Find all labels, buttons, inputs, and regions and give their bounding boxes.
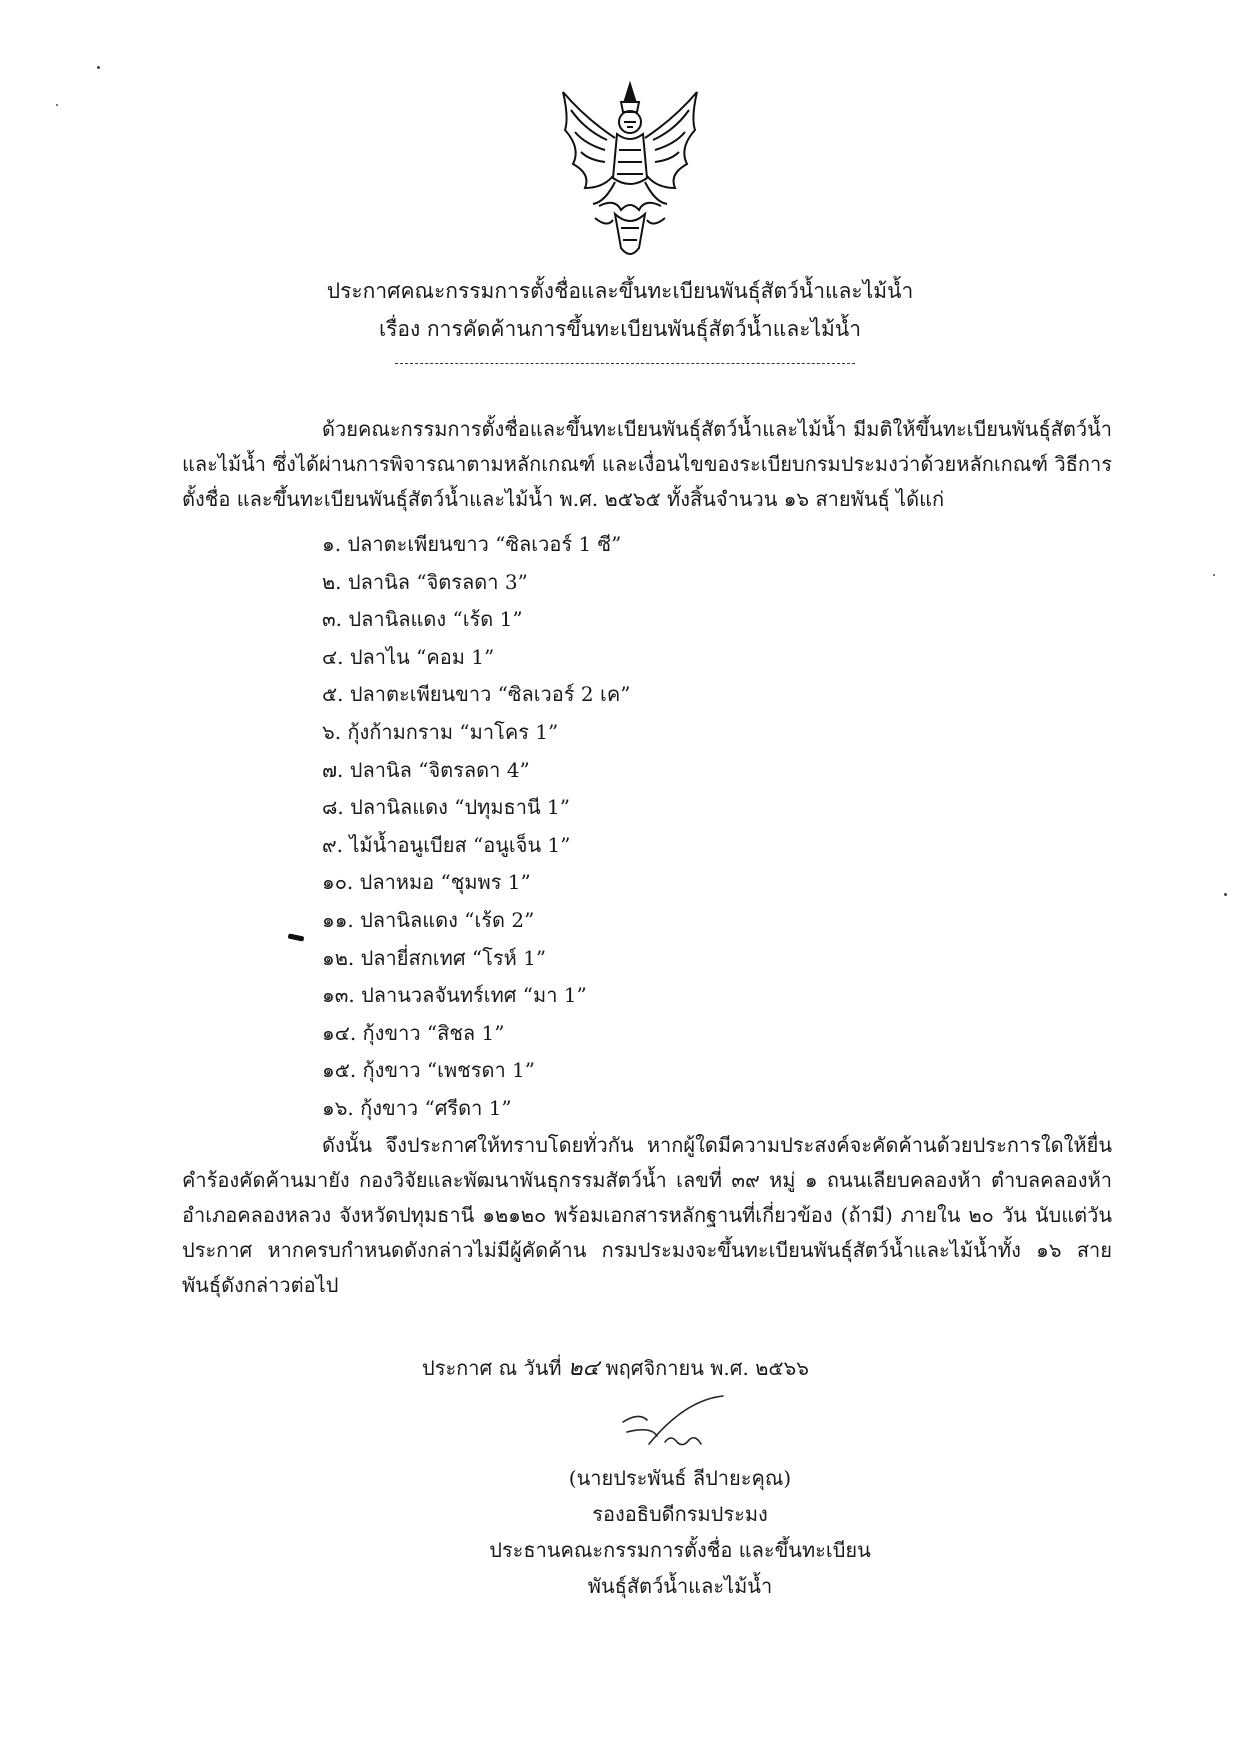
list-item: ๑. ปลาตะเพียนขาว “ซิลเวอร์ 1 ซี” — [322, 532, 622, 556]
scan-speck — [1213, 574, 1215, 576]
scan-speck — [56, 104, 58, 106]
list-item: ๑๕. กุ้งขาว “เพชรดา 1” — [322, 1058, 535, 1083]
list-item: ๔. ปลาไน “คอม 1” — [322, 644, 495, 669]
date-suffix: พฤศจิกายน พ.ศ. ๒๕๖๖ — [605, 1356, 809, 1380]
garuda-emblem-icon — [555, 78, 705, 268]
list-item: ๑๓. ปลานวลจันทร์เทศ “มา 1” — [322, 983, 587, 1008]
handwritten-day: ๒๔ — [567, 1356, 600, 1381]
list-item: ๖. กุ้งก้ามกราม “มาโคร 1” — [322, 719, 559, 744]
list-item: ๑๐. ปลาหมอ “ชุมพร 1” — [322, 870, 531, 895]
list-item: ๗. ปลานิล “จิตรลดา 4” — [322, 757, 530, 782]
announcement-title: ประกาศคณะกรรมการตั้งชื่อและขึ้นทะเบียนพันธุ์สัตว์น้ำและไม้น้ำ — [326, 279, 914, 303]
list-item: ๘. ปลานิลแดง “ปทุมธานี 1” — [322, 795, 570, 820]
scan-speck — [97, 66, 100, 69]
scan-speck — [1224, 893, 1227, 896]
conclusion-paragraph: ดังนั้น จึงประกาศให้ทราบโดยทั่วกัน หากผู้ใดมีความประสงค์จะคัดค้านด้วยประการใดให้ยื่นคำร้องคัดค้านมายัง กองวิจัยและพัฒนาพันธุกรรมสัตว์น้ำ เลขที่ ๓๙ หมู่ ๑ ถนนเลียบคลองห้า ตำบลคลองห้า อำเภอคลองหลวง จังหวัดปทุมธานี ๑๒๑๒๐ พร้อมเอกสารหลักฐานที่เกี่ยวข้อง (ถ้ามี) ภายใน ๒๐ วัน นับแต่วันประกาศ หากครบกำหนดดังกล่าวไม่มีผู้คัดค้าน กรมประมงจะขึ้นทะเบียนพันธุ์สัตว์น้ำและไม้น้ำทั้ง ๑๖ สายพันธุ์ดังกล่าวต่อไป — [182, 1133, 1112, 1297]
breed-list — [322, 526, 630, 1128]
intro-paragraph: ด้วยคณะกรรมการตั้งชื่อและขึ้นทะเบียนพันธุ์สัตว์น้ำและไม้น้ำ มีมติให้ขึ้นทะเบียนพันธุ์สัตว์น้ำและไม้น้ำ ซึ่งได้ผ่านการพิจารณาตามหลักเกณฑ์ และเงื่อนไขของระเบียบกรมประมงว่าด้วยหลักเกณฑ์ วิธีการตั้งชื่อ และขึ้นทะเบียนพันธุ์สัตว์น้ำและไม้น้ำ พ.ศ. ๒๕๖๕ ทั้งสิ้นจำนวน ๑๖ สายพันธุ์ ได้แก่ — [182, 417, 1112, 511]
list-item: ๙. ไม้น้ำอนูเบียส “อนูเจ็น 1” — [322, 832, 571, 857]
announcement-subject: เรื่อง การคัดค้านการขึ้นทะเบียนพันธุ์สัตว์น้ำและไม้น้ำ — [378, 317, 862, 341]
signatory-position: รองอธิบดีกรมประมง — [592, 1502, 768, 1526]
signatory-role: ประธานคณะกรรมการตั้งชื่อ และขึ้นทะเบียน — [489, 1538, 871, 1562]
signature-block — [460, 1460, 900, 1604]
scan-mark — [288, 933, 305, 941]
list-item: ๑๖. กุ้งขาว “ศรีดา 1” — [322, 1095, 512, 1120]
list-item: ๕. ปลาตะเพียนขาว “ซิลเวอร์ 2 เค” — [322, 682, 631, 707]
list-item: ๑๑. ปลานิลแดง “เร้ด 2” — [322, 907, 535, 932]
list-item: ๒. ปลานิล “จิตรลดา 3” — [322, 569, 528, 594]
announcement-date — [422, 1350, 809, 1385]
signatory-name: (นายประพันธ์ ลีปายะคุณ) — [568, 1466, 792, 1490]
title-divider — [395, 363, 855, 364]
list-item: ๑๒. ปลายี่สกเทศ “โรห์ 1” — [322, 945, 547, 970]
list-item: ๓. ปลานิลแดง “เร้ด 1” — [322, 607, 523, 632]
signature-icon — [605, 1392, 735, 1458]
signatory-role-cont: พันธุ์สัตว์น้ำและไม้น้ำ — [587, 1574, 773, 1598]
date-prefix: ประกาศ ณ วันที่ — [422, 1356, 562, 1380]
list-item: ๑๔. กุ้งขาว “สิชล 1” — [322, 1020, 505, 1045]
